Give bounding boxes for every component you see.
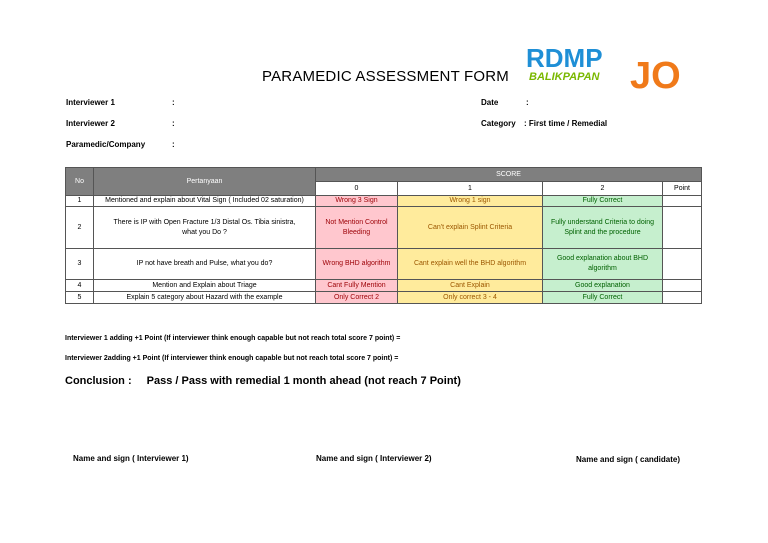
header-no: No [66, 168, 94, 196]
date-label: Date [481, 98, 499, 107]
category-value: : First time / Remedial [524, 119, 608, 128]
conclusion-text: Pass / Pass with remedial 1 month ahead (not reach 7 Point) [146, 375, 461, 387]
header-question: Pertanyaan [94, 168, 316, 196]
row-no: 4 [66, 280, 94, 292]
row-score-1: Wrong 1 sign [398, 196, 543, 207]
table-row [66, 207, 702, 249]
logo-sub: BALIKPAPAN [529, 71, 600, 83]
interviewer1-label: Interviewer 1 [66, 98, 115, 107]
interviewer1-note: Interviewer 1 adding +1 Point (If interviewer think enough capable but not reach total score 7 point) = [65, 335, 401, 342]
header-score: SCORE [316, 168, 702, 182]
row-no: 5 [66, 292, 94, 304]
row-score-1: Cant Explain [398, 280, 543, 292]
colon: : [526, 98, 529, 107]
header-score-1: 1 [398, 182, 543, 196]
row-score-0: Not Mention Control Bleeding [316, 207, 398, 249]
category-label: Category [481, 119, 516, 128]
header-point: Point [663, 182, 702, 196]
header-score-0: 0 [316, 182, 398, 196]
row-score-0: Wrong BHD algorithm [316, 249, 398, 280]
row-question: Mentioned and explain about Vital Sign ( Included 02 saturation) [94, 196, 316, 207]
interviewer2-label: Interviewer 2 [66, 119, 115, 128]
page-title: PARAMEDIC ASSESSMENT FORM [262, 68, 509, 85]
signature-interviewer1: Name and sign ( Interviewer 1) [73, 454, 189, 463]
colon: : [172, 140, 175, 149]
row-point[interactable] [663, 249, 702, 280]
row-score-0: Cant Fully Mention [316, 280, 398, 292]
row-score-1: Only correct 3 - 4 [398, 292, 543, 304]
row-score-0: Only Correct 2 [316, 292, 398, 304]
row-score-1: Can't explain Splint Criteria [398, 207, 543, 249]
row-question: There is IP with Open Fracture 1/3 Distal Os. Tibia sinistra, what you Do ? [94, 207, 316, 249]
header-score-2: 2 [543, 182, 663, 196]
row-no: 2 [66, 207, 94, 249]
row-question: IP not have breath and Pulse, what you do? [94, 249, 316, 280]
row-point[interactable] [663, 196, 702, 207]
row-point[interactable] [663, 280, 702, 292]
rdmp-logo [520, 42, 690, 94]
row-question: Explain 5 category about Hazard with the example [94, 292, 316, 304]
row-no: 1 [66, 196, 94, 207]
table-row [66, 280, 702, 292]
row-point[interactable] [663, 207, 702, 249]
row-score-1: Cant explain well the BHD algorithm [398, 249, 543, 280]
row-score-2: Fully Correct [543, 292, 663, 304]
row-score-2: Good explanation [543, 280, 663, 292]
score-table [65, 167, 702, 304]
row-score-2: Fully Correct [543, 196, 663, 207]
row-score-0: Wrong 3 Sign [316, 196, 398, 207]
logo-accent: JO [630, 55, 681, 94]
signature-interviewer2: Name and sign ( Interviewer 2) [316, 454, 432, 463]
conclusion [65, 375, 461, 387]
table-row [66, 196, 702, 207]
table-row [66, 249, 702, 280]
colon: : [172, 119, 175, 128]
colon: : [172, 98, 175, 107]
row-point[interactable] [663, 292, 702, 304]
row-score-2: Fully understand Criteria to doing Splint and the procedure [543, 207, 663, 249]
logo-main: RDMP [526, 43, 603, 73]
row-score-2: Good explanation about BHD algorithm [543, 249, 663, 280]
signature-candidate: Name and sign ( candidate) [576, 455, 681, 464]
interviewer2-note: Interviewer 2adding +1 Point (If interviewer think enough capable but not reach total score 7 point) = [65, 355, 399, 362]
table-row [66, 292, 702, 304]
conclusion-label: Conclusion : [65, 375, 132, 387]
row-no: 3 [66, 249, 94, 280]
paramedic-label: Paramedic/Company [66, 140, 146, 149]
row-question: Mention and Explain about Triage [94, 280, 316, 292]
